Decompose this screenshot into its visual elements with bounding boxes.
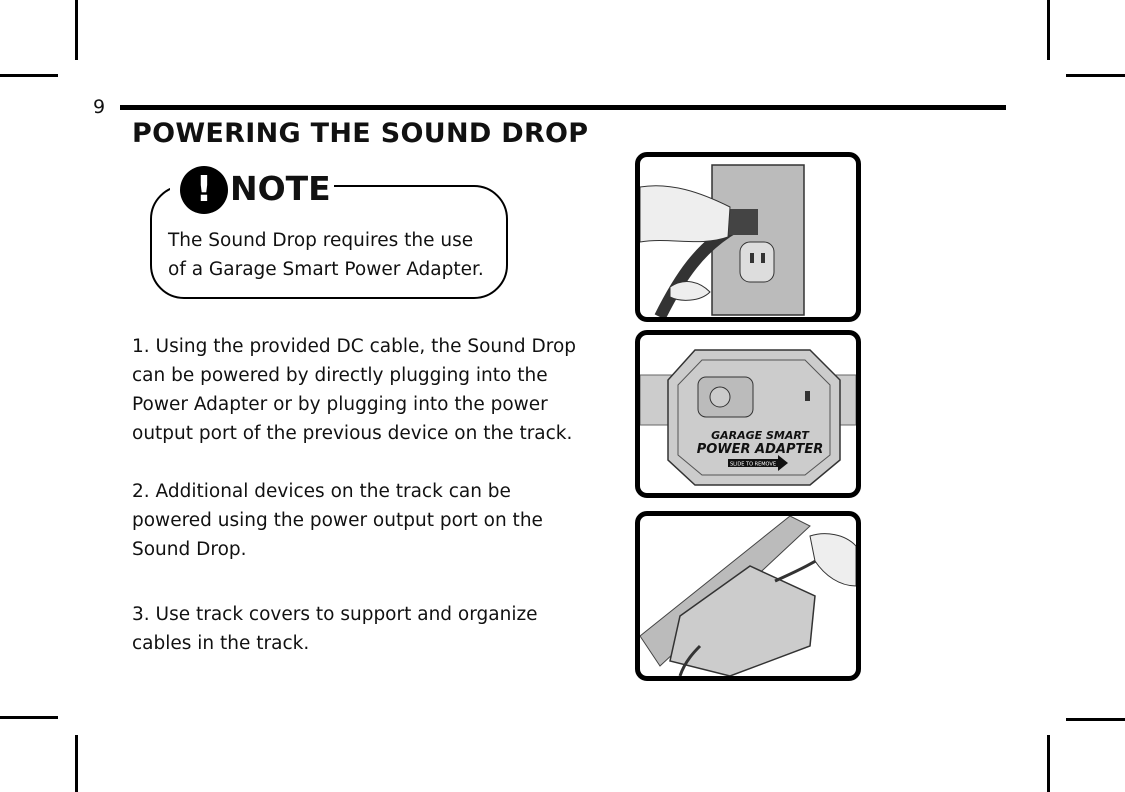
adapter-name-text: POWER ADAPTER bbox=[696, 442, 824, 457]
step-1: 1. Using the provided DC cable, the Sound Drop can be powered by directly plugging into the Power Adapter or by plugging into the power output port of the previous device on the track. bbox=[132, 336, 576, 444]
track-cable-illustration bbox=[640, 516, 856, 676]
note-line: The Sound Drop requires the use bbox=[168, 230, 474, 251]
crop-mark bbox=[0, 716, 58, 719]
adapter-slide-text: SLIDE TO REMOVE bbox=[730, 461, 776, 468]
steps-list bbox=[132, 332, 592, 687]
header-rule bbox=[120, 105, 1006, 110]
crop-mark bbox=[75, 0, 78, 60]
note-text bbox=[168, 226, 484, 284]
crop-mark bbox=[1066, 74, 1125, 77]
note-label: NOTE bbox=[230, 169, 331, 208]
power-adapter-illustration bbox=[640, 335, 856, 493]
crop-mark bbox=[1066, 718, 1125, 721]
crop-mark bbox=[75, 735, 78, 792]
step-2: 2. Additional devices on the track can be powered using the power output port on the Sound Drop. bbox=[132, 481, 543, 560]
crop-mark bbox=[1047, 0, 1050, 60]
exclamation-icon: ! bbox=[180, 166, 228, 214]
page-title: POWERING THE SOUND DROP bbox=[132, 118, 589, 149]
figure-track-cable bbox=[635, 511, 861, 681]
wall-outlet-illustration bbox=[640, 157, 856, 317]
adapter-brand-text: GARAGE SMART bbox=[711, 429, 809, 442]
crop-mark bbox=[0, 74, 58, 77]
crop-mark bbox=[1047, 735, 1050, 792]
figure-wall-outlet bbox=[635, 152, 861, 322]
step-3: 3. Use track covers to support and organize cables in the track. bbox=[132, 604, 538, 654]
page-number: 9 bbox=[93, 96, 106, 118]
note-line: of a Garage Smart Power Adapter. bbox=[168, 259, 484, 280]
figure-power-adapter bbox=[635, 330, 861, 498]
